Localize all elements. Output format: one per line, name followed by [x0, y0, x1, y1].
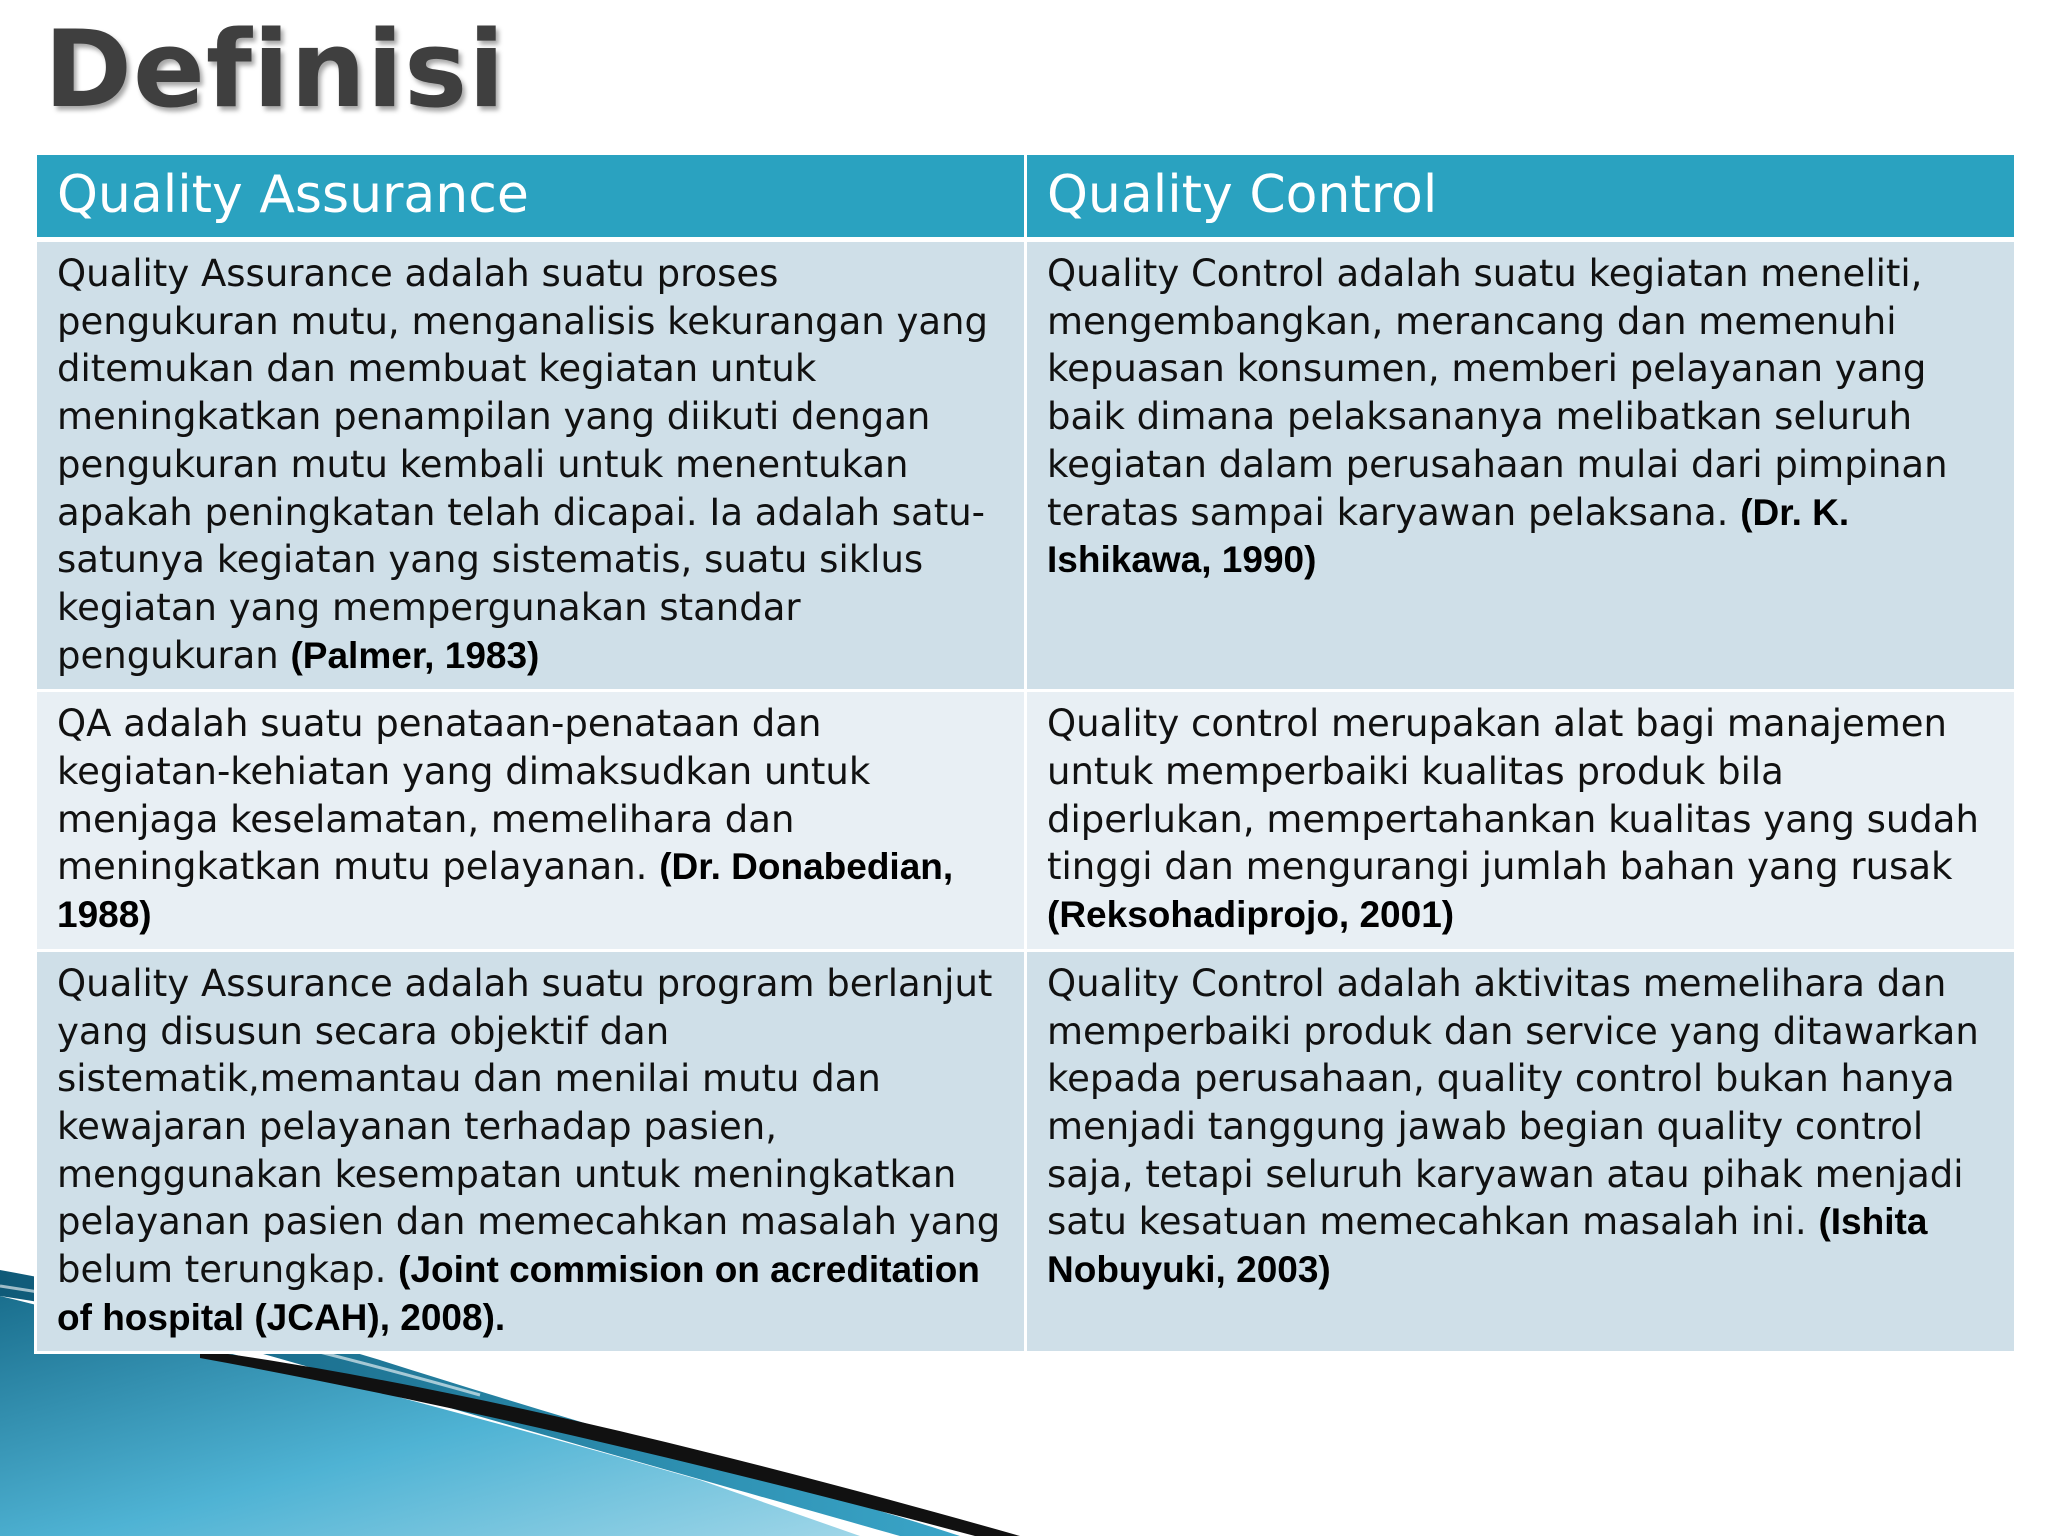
slide-title: Definisi: [44, 8, 506, 131]
table-row: [36, 950, 2016, 1353]
qa-citation: (Joint commision on acreditation of hospital (JCAH), 2008).: [57, 1249, 980, 1338]
qc-definition-text: Quality Control adalah suatu kegiatan meneliti, mengembangkan, merancang dan memenuhi kepuasan konsumen, memberi pelayanan yang baik dimana pelaksananya melibatkan seluruh kegiatan dalam perusahaan mulai dari pimpinan teratas sampai karyawan pelaksana.: [1047, 252, 1948, 534]
qc-citation: (Dr. K. Ishikawa, 1990): [1047, 491, 1850, 581]
qc-definition-text: Quality control merupakan alat bagi manajemen untuk memperbaiki kualitas produk bila diperlukan, mempertahankan kualitas yang sudah tinggi dan mengurangi jumlah bahan yang rusak: [1047, 702, 1979, 889]
qa-citation: (Palmer, 1983): [290, 634, 540, 676]
qc-definition-cell: [1026, 950, 2016, 1353]
qc-citation: (Ishita Nobuyuki, 2003): [1047, 1201, 1928, 1291]
qa-definition-cell: [36, 691, 1026, 951]
qc-definition-text: Quality Control adalah aktivitas memelihara dan memperbaiki produk dan service yang ditawarkan kepada perusahaan, quality control bukan hanya menjadi tanggung jawab begian quality control saja, tetapi seluruh karyawan atau pihak menjadi satu kesatuan memecahkan masalah ini.: [1047, 961, 1979, 1244]
qc-citation: (Reksohadiprojo, 2001): [1047, 894, 1455, 936]
qa-definition-cell: [36, 950, 1026, 1353]
header-quality-assurance: Quality Assurance: [36, 154, 1026, 240]
header-quality-control: Quality Control: [1026, 154, 2016, 240]
qa-definition-text: Quality Assurance adalah suatu proses pengukuran mutu, menganalisis kekurangan yang ditemukan dan membuat kegiatan untuk meningkatkan penampilan yang diikuti dengan pengukuran mutu kembali untuk menentukan apakah peningkatan telah dicapai. Ia adalah satu- satunya kegiatan yang sistematis, suatu siklus kegiatan yang mempergunakan standar pengukuran: [57, 252, 988, 677]
table-row: [36, 240, 2016, 691]
qa-definition-text: QA adalah suatu penataan-penataan dan kegiatan-kehiatan yang dimaksudkan untuk menjaga keselamatan, memelihara dan meningkatkan mutu pelayanan.: [57, 702, 871, 889]
qa-definition-cell: [36, 240, 1026, 691]
definition-table: [34, 152, 2017, 1354]
qa-definition-text: Quality Assurance adalah suatu program berlanjut yang disusun secara objektif dan sistematik,memantau dan menilai mutu dan kewajaran pelayanan terhadap pasien, menggunakan kesempatan untuk meningkatkan pelayanan pasien dan memecahkan masalah yang belum terungkap.: [57, 961, 1001, 1292]
table-row: [36, 691, 2016, 951]
qc-definition-cell: [1026, 240, 2016, 691]
qc-definition-cell: [1026, 691, 2016, 951]
qa-citation: (Dr. Donabedian, 1988): [57, 846, 954, 936]
table-header-row: [36, 154, 2016, 240]
